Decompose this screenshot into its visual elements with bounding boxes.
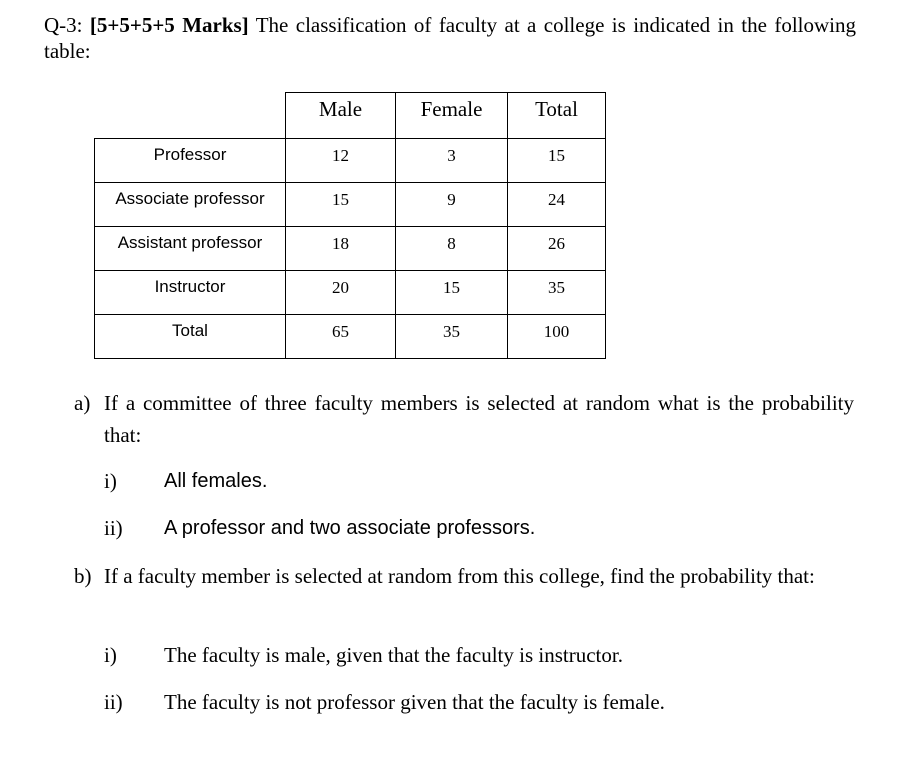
row-label: Assistant professor	[95, 227, 286, 271]
table-row	[95, 271, 606, 315]
part-b-text: If a faculty member is selected at random from this college, find the probability that:	[104, 564, 815, 588]
part-a-marker: a)	[74, 391, 91, 415]
item-text: The faculty is male, given that the faculty is instructor.	[164, 643, 623, 667]
item-text: All females.	[164, 470, 268, 492]
cell-male: 20	[286, 271, 396, 315]
cell-total: 24	[508, 183, 606, 227]
item-number: ii)	[104, 516, 123, 540]
row-label: Associate professor	[95, 183, 286, 227]
header-total: Total	[508, 93, 606, 139]
cell-male: 18	[286, 227, 396, 271]
cell-total: 15	[508, 139, 606, 183]
question-number: Q-3:	[44, 13, 83, 37]
cell-total: 26	[508, 227, 606, 271]
cell-total: 35	[508, 271, 606, 315]
part-b-marker: b)	[74, 564, 92, 588]
table-header-row	[95, 93, 606, 139]
row-label: Total	[95, 315, 286, 359]
question-heading	[44, 12, 856, 64]
table-row	[95, 183, 606, 227]
cell-male: 65	[286, 315, 396, 359]
row-label: Professor	[95, 139, 286, 183]
part-a-text: If a committee of three faculty members is selected at random what is the probability that:	[104, 391, 854, 447]
header-male: Male	[286, 93, 396, 139]
faculty-table	[94, 92, 606, 359]
cell-total: 100	[508, 315, 606, 359]
cell-female: 15	[396, 271, 508, 315]
row-label: Instructor	[95, 271, 286, 315]
header-female: Female	[396, 93, 508, 139]
cell-male: 15	[286, 183, 396, 227]
item-number: i)	[104, 643, 117, 667]
item-text: A professor and two associate professors.	[164, 517, 536, 539]
cell-female: 35	[396, 315, 508, 359]
question-intro: The classification of faculty at a college is indicated in the following table:	[44, 13, 856, 63]
table-row	[95, 227, 606, 271]
item-number: ii)	[104, 690, 123, 714]
table-row	[95, 315, 606, 359]
item-number: i)	[104, 469, 117, 493]
table-corner	[95, 93, 286, 139]
cell-male: 12	[286, 139, 396, 183]
cell-female: 8	[396, 227, 508, 271]
cell-female: 9	[396, 183, 508, 227]
question-marks: [5+5+5+5 Marks]	[89, 13, 249, 37]
item-text: The faculty is not professor given that the faculty is female.	[164, 690, 665, 714]
table-row	[95, 139, 606, 183]
cell-female: 3	[396, 139, 508, 183]
